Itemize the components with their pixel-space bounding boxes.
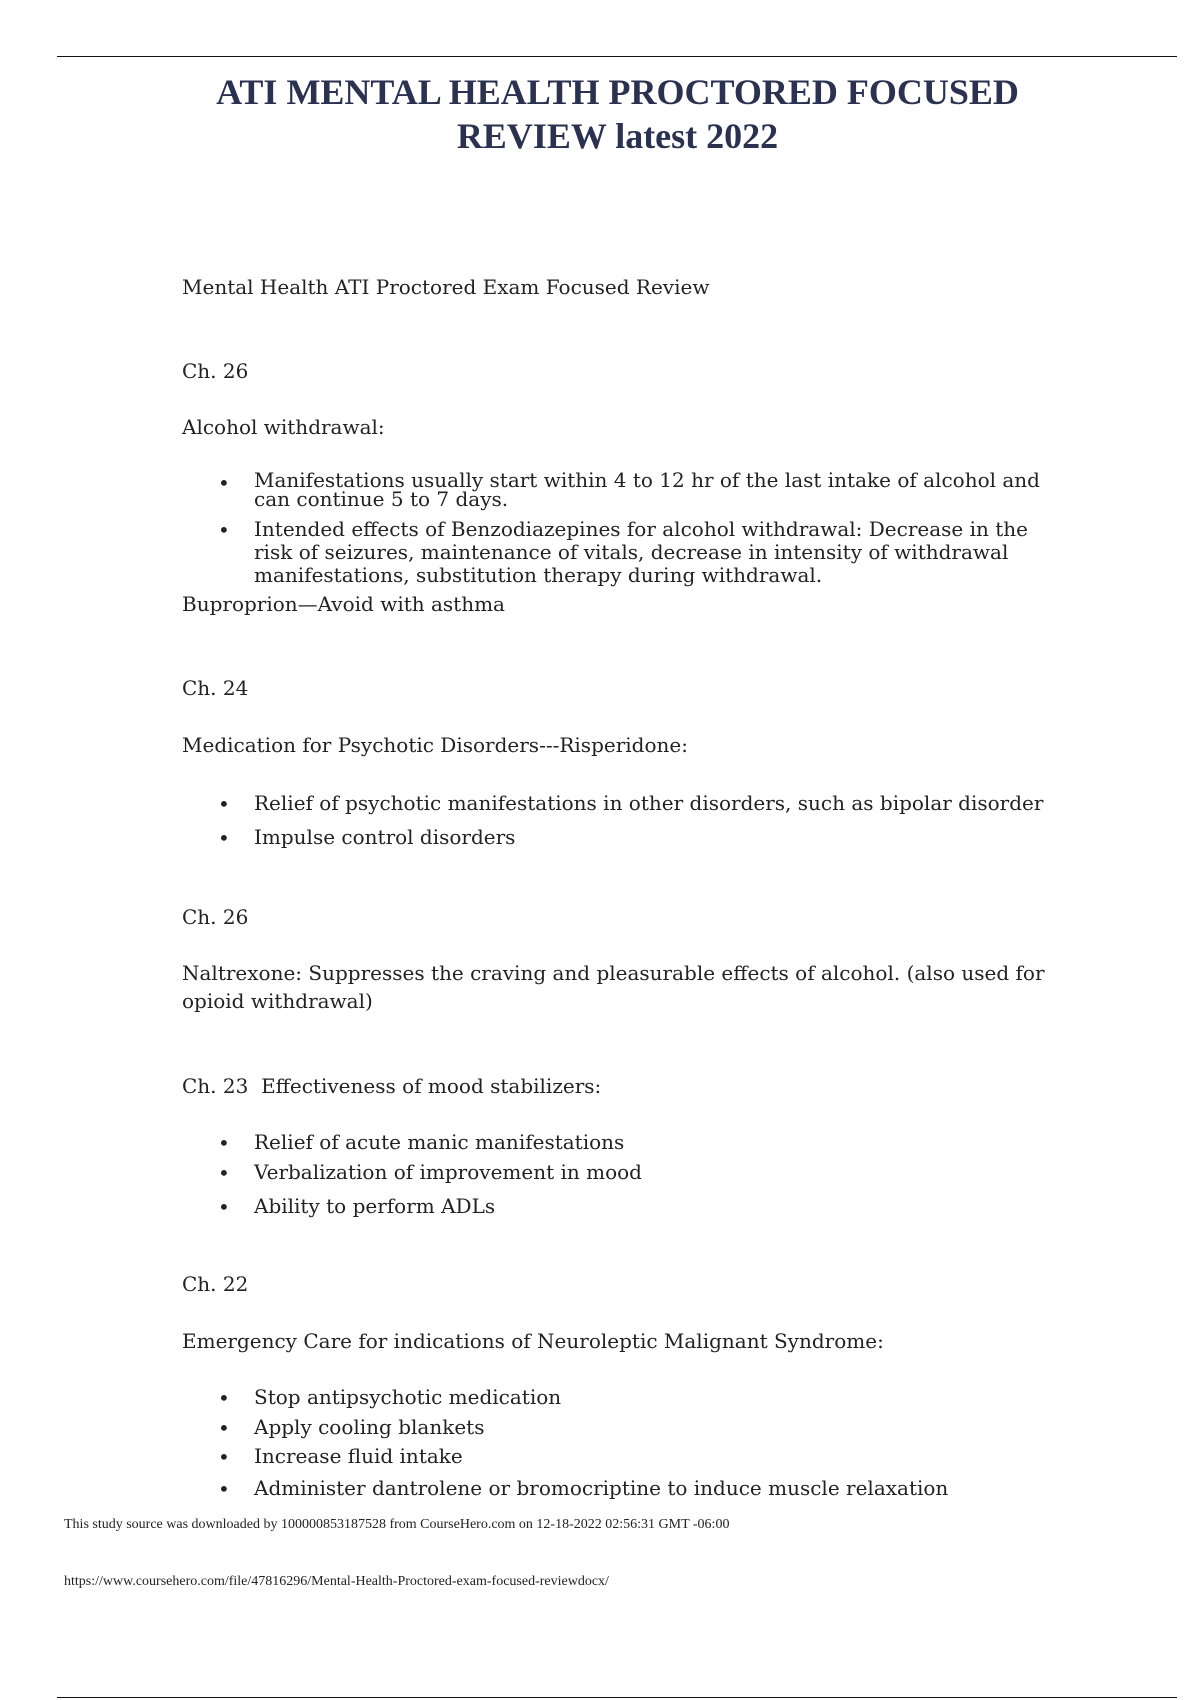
bullet-text: Apply cooling blankets — [254, 1415, 485, 1439]
bullet-text: Ability to perform ADLs — [254, 1194, 496, 1218]
source-url-link[interactable]: https://www.coursehero.com/file/47816296/Mental-Health-Proctored-exam-focused-reviewdocx/ — [64, 1574, 609, 1589]
bottom-rule — [57, 1697, 1177, 1698]
top-rule — [57, 56, 1177, 57]
section-4-chapter: Ch. 23 — [182, 1074, 249, 1098]
section-4-heading: Effectiveness of mood stabilizers: — [261, 1074, 602, 1098]
bullet-icon: • — [218, 792, 230, 816]
bullet-text: Verbalization of improvement in mood — [254, 1160, 642, 1184]
bullet-icon: • — [218, 1477, 230, 1501]
bullet-text: Relief of psychotic manifestations in other disorders, such as bipolar disorder — [254, 791, 1044, 815]
bullet-icon: • — [218, 1195, 230, 1219]
bullet-icon: • — [218, 518, 230, 542]
section-5-heading: Emergency Care for indications of Neuroleptic Malignant Syndrome: — [182, 1329, 884, 1353]
download-notice: This study source was downloaded by 100000853187528 from CourseHero.com on 12-18-2022 02:56:31 GMT -06:00 — [64, 1517, 730, 1532]
bullet-icon: • — [218, 1386, 230, 1410]
bullet-icon: • — [218, 1161, 230, 1185]
section-4-chapter-heading — [182, 1073, 1082, 1099]
section-2-chapter: Ch. 24 — [182, 676, 249, 700]
bullet-icon: • — [218, 1416, 230, 1440]
bullet-text: Intended effects of Benzodiazepines for alcohol withdrawal: Decrease in the risk of seizures, maintenance of vitals, decrease in intensity of withdrawal manifestations, substitution therapy during withdrawal. — [254, 517, 1028, 587]
bullet-text: Administer dantrolene or bromocriptine to induce muscle relaxation — [254, 1476, 949, 1500]
section-3-chapter: Ch. 26 — [182, 905, 249, 929]
bullet-text: Stop antipsychotic medication — [254, 1385, 562, 1409]
bullet-icon: • — [218, 1445, 230, 1469]
bullet-icon: • — [218, 826, 230, 850]
bullet-icon: • — [218, 471, 230, 495]
section-1-chapter: Ch. 26 — [182, 359, 249, 383]
section-1-note: Buproprion—Avoid with asthma — [182, 592, 505, 616]
bullet-text: Relief of acute manic manifestations — [254, 1130, 625, 1154]
document-title — [100, 70, 1135, 158]
section-1-heading: Alcohol withdrawal: — [182, 415, 385, 439]
title-line-1: ATI MENTAL HEALTH PROCTORED FOCUSED — [216, 72, 1019, 112]
document-subtitle: Mental Health ATI Proctored Exam Focused Review — [182, 275, 710, 299]
title-line-2: REVIEW latest 2022 — [456, 116, 779, 156]
bullet-text: Manifestations usually start within 4 to 12 hr of the last intake of alcohol and can continue 5 to 7 days. — [254, 468, 1040, 511]
section-3-text: Naltrexone: Suppresses the craving and pleasurable effects of alcohol. (also used for opioid withdrawal) — [182, 961, 1045, 1013]
bullet-text: Impulse control disorders — [254, 825, 516, 849]
bullet-icon: • — [218, 1131, 230, 1155]
section-5-chapter: Ch. 22 — [182, 1272, 249, 1296]
bullet-text: Increase fluid intake — [254, 1444, 463, 1468]
section-2-heading: Medication for Psychotic Disorders---Risperidone: — [182, 733, 688, 757]
